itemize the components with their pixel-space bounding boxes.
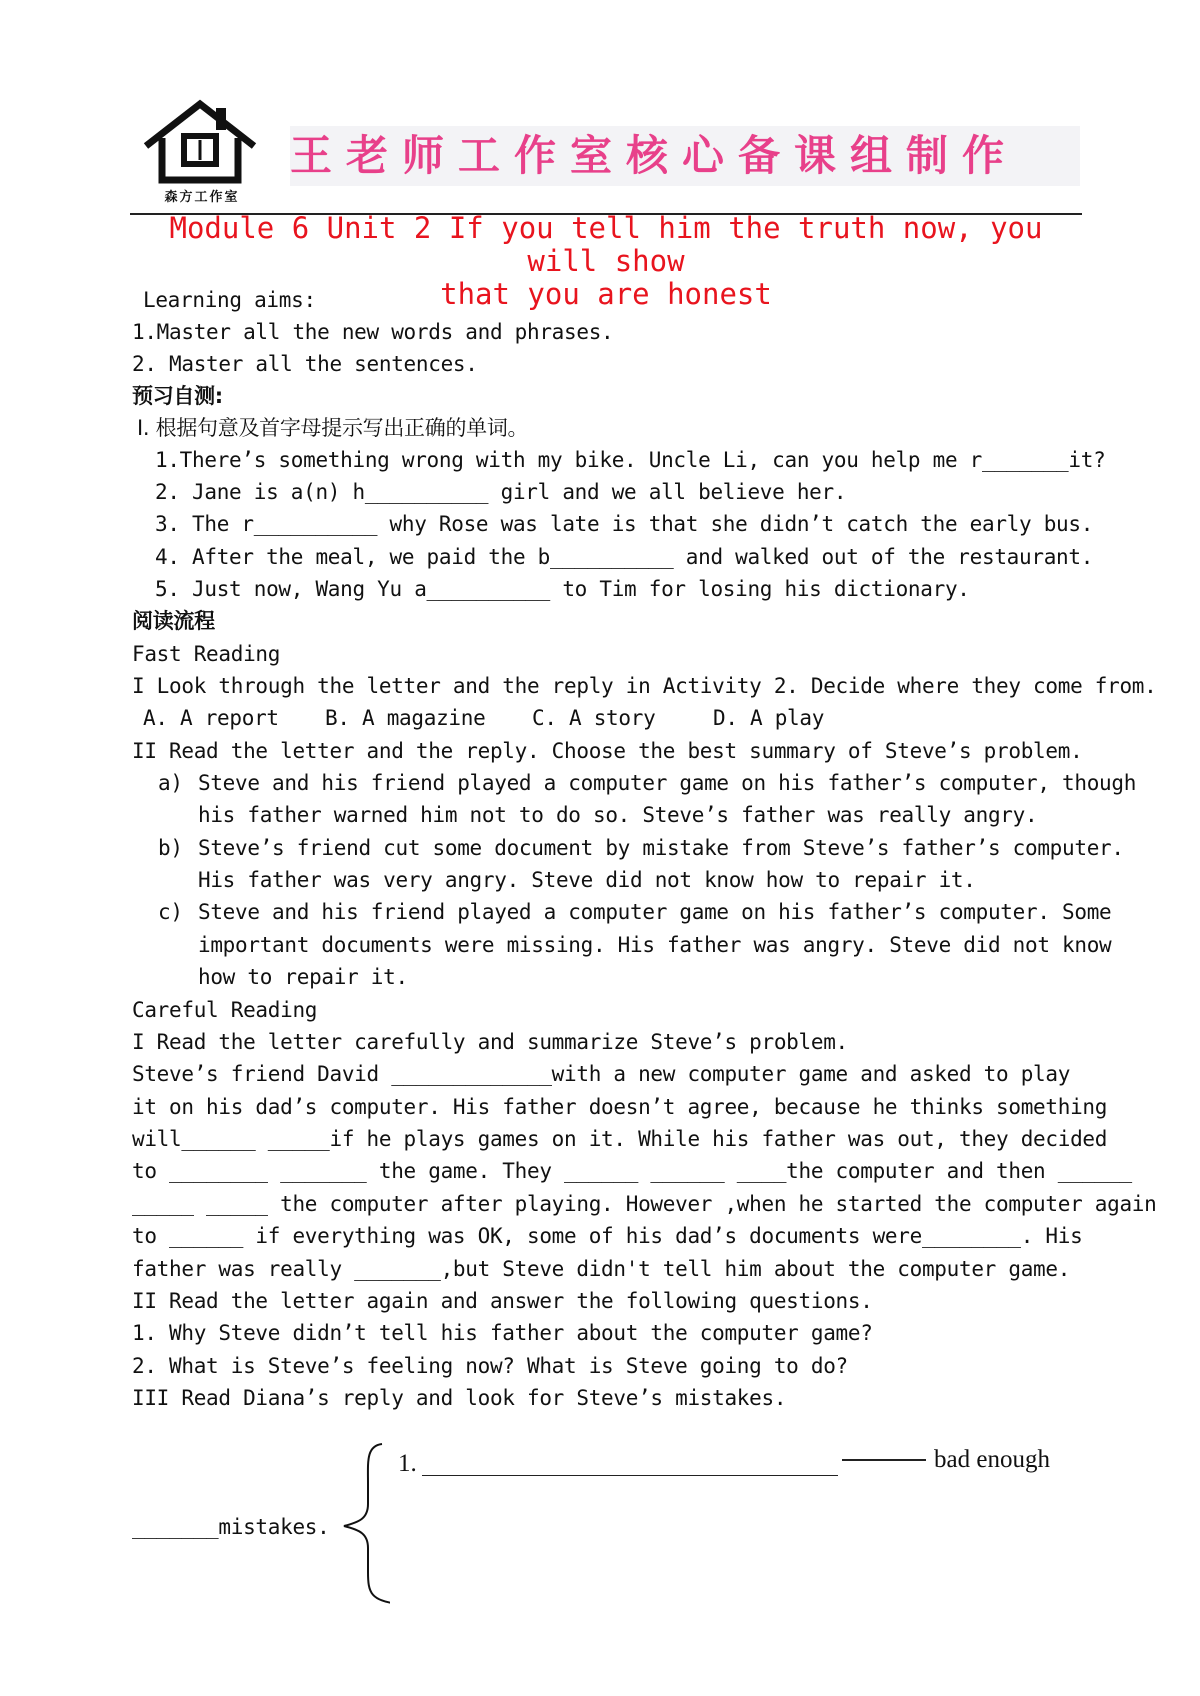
question-item: 2. What is Steve’s feeling now? What is Steve going to do? <box>132 1354 848 1378</box>
preview-heading: 预习自测: <box>132 384 223 408</box>
brand-text: 王老师工作室核心备课组制作 <box>290 131 1019 180</box>
summary-text: how to repair it. <box>198 965 408 989</box>
fast-question-1: I Look through the letter and the reply in Activity 2. Decide where they come from. <box>132 674 1157 698</box>
exercise-item: 4. After the meal, we paid the b__________ and walked out of the restaurant. <box>155 545 1094 569</box>
option-c: C. A story <box>532 706 656 730</box>
passage-line: Steve’s friend David _____________with a new computer game and asked to play <box>132 1062 1071 1086</box>
diagram-answer-line <box>422 1475 838 1476</box>
summary-text: important documents were missing. His father was angry. Steve did not know <box>198 933 1112 957</box>
exercise-item: 1.There’s something wrong with my bike. Uncle Li, can you help me r_______it? <box>155 448 1106 472</box>
exercise-item: 3. The r__________ why Rose was late is that she didn’t catch the early bus. <box>155 512 1094 536</box>
diagram-item-end: bad enough <box>934 1446 1050 1473</box>
brand-banner <box>290 126 1080 186</box>
exercise-item: 2. Jane is a(n) h__________ girl and we all believe her. <box>155 480 847 504</box>
title-line-2: that you are honest <box>440 277 772 311</box>
summary-label: a) <box>158 771 183 795</box>
summary-text: Steve’s friend cut some document by mistake from Steve’s father’s computer. <box>198 836 1124 860</box>
passage-line: father was really _______,but Steve didn't tell him about the computer game. <box>132 1257 1071 1281</box>
diagram-left-label: _______mistakes. <box>132 1515 330 1539</box>
summary-text: His father was very angry. Steve did not know how to repair it. <box>198 868 976 892</box>
diagram-item-number: 1. <box>398 1450 417 1477</box>
aims-heading: Learning aims: <box>143 288 316 312</box>
preview-instruction: Ⅰ. 根据句意及首字母提示写出正确的单词。 <box>137 416 529 440</box>
fast-question-2: II Read the letter and the reply. Choose the best summary of Steve’s problem. <box>132 739 1083 763</box>
diagram-short-line <box>842 1459 926 1461</box>
header-banner <box>140 98 1080 210</box>
option-d: D. A play <box>713 706 825 730</box>
summary-text: Steve and his friend played a computer game on his father’s computer. Some <box>198 900 1112 924</box>
exercise-item: 5. Just now, Wang Yu a__________ to Tim for losing his dictionary. <box>155 577 970 601</box>
careful-reading-heading: Careful Reading <box>132 998 318 1022</box>
option-a: A. A report <box>143 706 279 730</box>
summary-label: c) <box>158 900 183 924</box>
careful-question-3: III Read Diana’s reply and look for Steve’s mistakes. <box>132 1386 787 1410</box>
aim-item: 1.Master all the new words and phrases. <box>132 320 614 344</box>
passage-line: it on his dad’s computer. His father doesn’t agree, because he thinks something <box>132 1095 1108 1119</box>
logo-caption: 森方工作室 <box>164 190 240 205</box>
passage-line: will______ _____if he plays games on it. While his father was out, they decided <box>132 1127 1108 1151</box>
summary-label: b) <box>158 836 183 860</box>
aim-item: 2. Master all the sentences. <box>132 352 478 376</box>
reading-heading: 阅读流程 <box>132 609 215 633</box>
option-b: B. A magazine <box>325 706 486 730</box>
careful-question-2: II Read the letter again and answer the following questions. <box>132 1289 873 1313</box>
summary-text: his father warned him not to do so. Steve’s father was really angry. <box>198 803 1038 827</box>
curly-brace-icon <box>330 1440 390 1610</box>
question-item: 1. Why Steve didn’t tell his father about the computer game? <box>132 1321 873 1345</box>
summary-text: Steve and his friend played a computer game on his father’s computer, though <box>198 771 1137 795</box>
passage-line: to ________ _______ the game. They ______ ______ ____the computer and then ______ <box>132 1159 1132 1183</box>
title-line-1: Module 6 Unit 2 If you tell him the truth now, you will show <box>169 211 1043 278</box>
careful-question-1: I Read the letter carefully and summarize Steve’s problem. <box>132 1030 848 1054</box>
fast-reading-heading: Fast Reading <box>132 642 281 666</box>
passage-line: _____ _____ the computer after playing. However ,when he started the computer again <box>132 1192 1157 1216</box>
passage-line: to ______ if everything was OK, some of his dad’s documents were________. His <box>132 1224 1083 1248</box>
